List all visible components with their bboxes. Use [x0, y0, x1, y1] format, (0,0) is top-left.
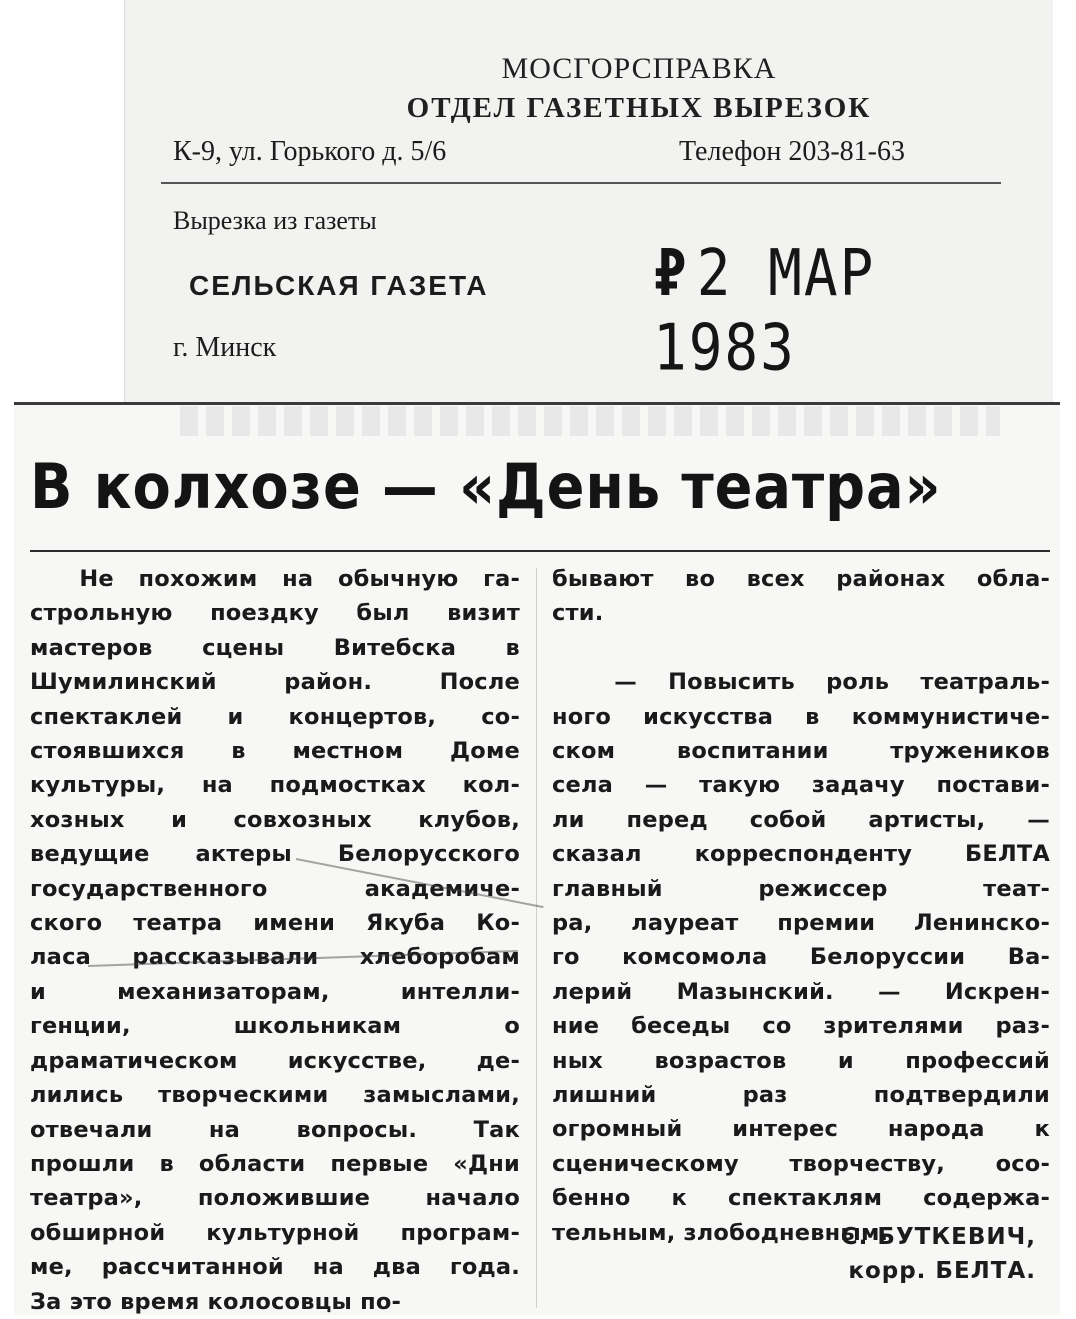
article-text-line: За это время колосовцы по- — [30, 1288, 402, 1315]
article-text-line: сказал корреспонденту БЕЛТА — [552, 841, 1050, 868]
article-text-line: ра, лауреат премии Ленинско- — [552, 910, 1050, 937]
department-name: ОТДЕЛ ГАЗЕТНЫХ ВЫРЕЗОК — [406, 92, 872, 124]
article-text-line: лились творческими замыслами, — [30, 1082, 520, 1109]
author-name: С. БУТКЕВИЧ, — [840, 1224, 1036, 1250]
title-divider — [30, 550, 1050, 552]
article-text-line: огромный интерес народа к — [552, 1116, 1050, 1143]
article-text-line: культуры, на подмостках кол- — [30, 772, 520, 799]
stamp-mark-icon: ₽ — [653, 236, 689, 311]
article-text-line: ме, рассчитанной на два года. — [30, 1254, 520, 1281]
clipping-bureau-header — [124, 0, 1053, 402]
article-text-line: го комсомола Белоруссии Ва- — [552, 944, 1050, 971]
article-text-line: — Повысить роль театраль- — [552, 669, 1050, 696]
article-text-line: сти. — [552, 600, 604, 627]
article-text-line: хозных и совхозных клубов, — [30, 806, 520, 833]
header-divider — [161, 182, 1001, 184]
article-text-line: генции, школьникам о — [30, 1013, 520, 1040]
article-text-line: тельным, злободневным. — [552, 1219, 889, 1246]
article-text-line: ведущие актеры Белорусского — [30, 841, 520, 868]
article-text-line: лерий Мазынский. — Искрен- — [552, 978, 1050, 1005]
article-text-line: ского театра имени Якуба Ко- — [30, 910, 520, 937]
article-text-line: государственного академиче- — [30, 875, 520, 902]
bleed-through-text — [180, 406, 1000, 436]
agency-name: МОСГОРСПРАВКА — [501, 52, 777, 85]
column-divider — [536, 568, 537, 1308]
article-text-line: сценическому творчеству, осо- — [552, 1150, 1050, 1177]
article-text-line: мастеров сцены Витебска в — [30, 634, 520, 661]
stamp-date-text: 2 МАР 1983 — [653, 236, 876, 386]
newspaper-name: СЕЛЬСКАЯ ГАЗЕТА — [189, 270, 489, 301]
bureau-phone: Телефон 203-81-63 — [679, 136, 905, 167]
article-text-line — [552, 631, 1050, 665]
article-text-line: лишний раз подтвердили — [552, 1082, 1050, 1109]
cutting-label: Вырезка из газеты — [173, 206, 377, 235]
article-text-line: бенно к спектаклям содержа- — [552, 1185, 1050, 1212]
article-signature — [841, 1220, 1036, 1288]
article-text-line: главный режиссер теат- — [552, 875, 1050, 902]
date-stamp — [653, 236, 1053, 386]
article-text-line: и механизаторам, интелли- — [30, 978, 520, 1005]
article-text-line: Шумилинский район. После — [30, 669, 520, 696]
article-column-right — [552, 562, 1050, 1250]
article-text-line: ском воспитании тружеников — [552, 738, 1050, 765]
article-text-line: бывают во всех районах обла- — [552, 566, 1050, 592]
article-text-line: ласа рассказывали хлеборобам — [30, 944, 520, 971]
article-title: В колхозе — «День театра» — [30, 450, 942, 523]
article-column-left — [30, 562, 520, 1319]
article-text-line: ние беседы со зрителями раз- — [552, 1013, 1050, 1040]
article-text-line: ного искусства в коммунистиче- — [552, 703, 1050, 730]
article-text-line: отвечали на вопросы. Так — [30, 1116, 520, 1143]
article-text-line: театра», положившие начало — [30, 1185, 520, 1212]
author-role: корр. БЕЛТА. — [848, 1258, 1036, 1284]
article-text-line: Не похожим на обычную га- — [30, 566, 520, 592]
article-text-line: обширной культурной програм- — [30, 1219, 520, 1246]
article-text-line: ных возрастов и профессий — [552, 1047, 1050, 1074]
article-text-line: стоявшихся в местном Доме — [30, 738, 520, 765]
bureau-address: К-9, ул. Горького д. 5/6 — [173, 136, 447, 167]
article-text-line: ли перед собой артисты, — — [552, 806, 1050, 833]
article-text-line: села — такую задачу постави- — [552, 772, 1050, 799]
article-text-line: строльную поездку был визит — [30, 600, 520, 627]
newspaper-city: г. Минск — [173, 332, 277, 363]
article-text-line: драматическом искусстве, де- — [30, 1047, 520, 1074]
article-text-line: прошли в области первые «Дни — [30, 1150, 520, 1177]
article-text-line: спектаклей и концертов, со- — [30, 703, 520, 730]
